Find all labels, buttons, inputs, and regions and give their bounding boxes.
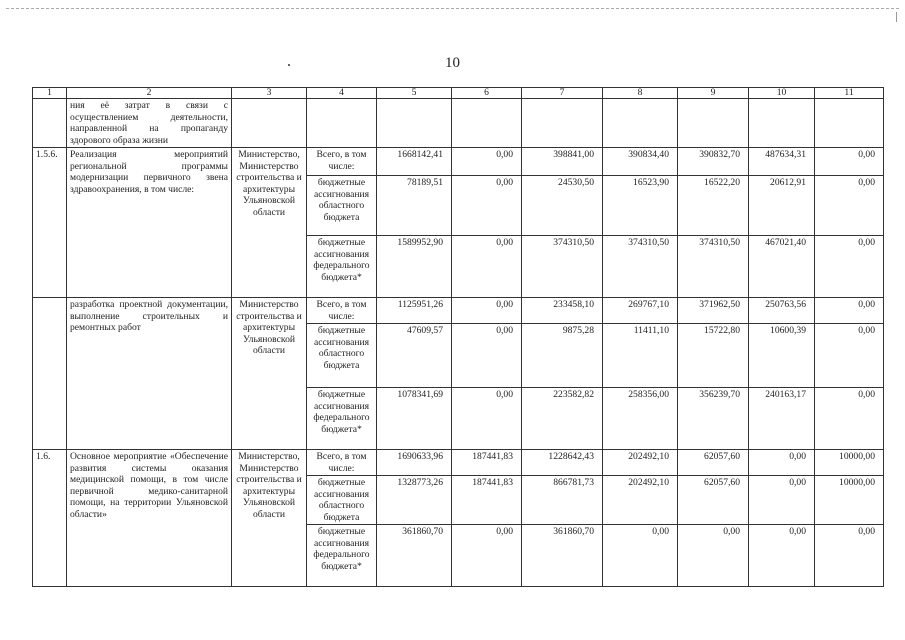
value-cell: 487634,31: [749, 148, 815, 176]
header-cell: 5: [377, 88, 452, 99]
value-cell: 0,00: [815, 176, 884, 236]
value-cell: 0,00: [749, 476, 815, 525]
value-cell: 24530,50: [522, 176, 603, 236]
funding-source: бюджетные ассигнования федерального бюджета*: [307, 388, 377, 450]
value-cell: 0,00: [815, 525, 884, 587]
value-cell: 0,00: [603, 525, 678, 587]
header-cell: 9: [678, 88, 749, 99]
value-cell: 0,00: [749, 450, 815, 476]
value-cell: 0,00: [452, 388, 522, 450]
value-cell: 0,00: [452, 525, 522, 587]
value-cell: 10000,00: [815, 450, 884, 476]
funding-source: Всего, в том числе:: [307, 298, 377, 324]
value-cell: 0,00: [815, 324, 884, 388]
value-cell: 0,00: [452, 324, 522, 388]
value-cell: 11411,10: [603, 324, 678, 388]
value-cell: 1125951,26: [377, 298, 452, 324]
value-cell: 0,00: [815, 236, 884, 298]
funding-source: Всего, в том числе:: [307, 148, 377, 176]
item-executor: Министерство, Министерство строительства и архитектуры Ульяновской области: [232, 148, 307, 298]
value-cell: 202492,10: [603, 450, 678, 476]
value-cell: 269767,10: [603, 298, 678, 324]
value-cell: 1589952,90: [377, 236, 452, 298]
value-cell: 0,00: [452, 236, 522, 298]
value-cell: 1228642,43: [522, 450, 603, 476]
value-cell: 62057,60: [678, 450, 749, 476]
header-cell: 11: [815, 88, 884, 99]
budget-table: [32, 87, 884, 587]
value-cell: 250763,56: [749, 298, 815, 324]
item-name: Реализация мероприятий региональной программы модернизации первичного звена здравоохранения, в том числе:: [67, 148, 232, 298]
table-row: [33, 298, 884, 324]
value-cell: 0,00: [815, 298, 884, 324]
value-cell: 361860,70: [377, 525, 452, 587]
value-cell: 0,00: [452, 176, 522, 236]
value-cell: 866781,73: [522, 476, 603, 525]
continuation-text: ния её затрат в связи с осуществлением деятельности, направленной на пропаганду здорового образа жизни: [67, 99, 232, 148]
table-row: [33, 450, 884, 476]
value-cell: 1328773,26: [377, 476, 452, 525]
funding-source: бюджетные ассигнования областного бюджета: [307, 476, 377, 525]
item-number: 1.5.6.: [33, 148, 67, 298]
header-cell: 7: [522, 88, 603, 99]
value-cell: 0,00: [452, 298, 522, 324]
value-cell: 374310,50: [603, 236, 678, 298]
value-cell: 0,00: [749, 525, 815, 587]
value-cell: 258356,00: [603, 388, 678, 450]
funding-source: бюджетные ассигнования федерального бюджета*: [307, 525, 377, 587]
item-executor: Министерство, Министерство строительства и архитектуры Ульяновской области: [232, 450, 307, 587]
value-cell: 0,00: [452, 148, 522, 176]
value-cell: 0,00: [678, 525, 749, 587]
item-name: разработка проектной документации, выполнение строительных и ремонтных работ: [67, 298, 232, 450]
value-cell: 16522,20: [678, 176, 749, 236]
value-cell: 371962,50: [678, 298, 749, 324]
value-cell: 202492,10: [603, 476, 678, 525]
value-cell: 1668142,41: [377, 148, 452, 176]
value-cell: 9875,28: [522, 324, 603, 388]
header-row: [33, 88, 884, 99]
header-cell: 1: [33, 88, 67, 99]
header-cell: 8: [603, 88, 678, 99]
value-cell: 10000,00: [815, 476, 884, 525]
header-cell: 4: [307, 88, 377, 99]
value-cell: 374310,50: [522, 236, 603, 298]
value-cell: 390832,70: [678, 148, 749, 176]
value-cell: 15722,80: [678, 324, 749, 388]
value-cell: 374310,50: [678, 236, 749, 298]
value-cell: 78189,51: [377, 176, 452, 236]
value-cell: 20612,91: [749, 176, 815, 236]
value-cell: 398841,00: [522, 148, 603, 176]
value-cell: 240163,17: [749, 388, 815, 450]
value-cell: 0,00: [815, 388, 884, 450]
value-cell: 187441,83: [452, 476, 522, 525]
value-cell: 356239,70: [678, 388, 749, 450]
item-executor: Министерство строительства и архитектуры Ульяновской области: [232, 298, 307, 450]
funding-source: Всего, в том числе:: [307, 450, 377, 476]
value-cell: 62057,60: [678, 476, 749, 525]
value-cell: 233458,10: [522, 298, 603, 324]
value-cell: 223582,82: [522, 388, 603, 450]
value-cell: 1078341,69: [377, 388, 452, 450]
header-cell: 2: [67, 88, 232, 99]
value-cell: 187441,83: [452, 450, 522, 476]
header-cell: 10: [749, 88, 815, 99]
funding-source: бюджетные ассигнования федерального бюджета*: [307, 236, 377, 298]
item-number: 1.6.: [33, 450, 67, 587]
value-cell: 16523,90: [603, 176, 678, 236]
value-cell: 467021,40: [749, 236, 815, 298]
header-cell: 6: [452, 88, 522, 99]
funding-source: бюджетные ассигнования областного бюджета: [307, 176, 377, 236]
header-cell: 3: [232, 88, 307, 99]
value-cell: 361860,70: [522, 525, 603, 587]
page-number: 10: [445, 55, 460, 71]
value-cell: 47609,57: [377, 324, 452, 388]
funding-source: бюджетные ассигнования областного бюджета: [307, 324, 377, 388]
scan-edge-line: [6, 8, 899, 9]
item-name: Основное мероприятие «Обеспечение развития системы оказания медицинской помощи, в том числе первичной медико-санитарной помощи, на территории Ульяновской области»: [67, 450, 232, 587]
value-cell: 1690633,96: [377, 450, 452, 476]
value-cell: 390834,40: [603, 148, 678, 176]
value-cell: 10600,39: [749, 324, 815, 388]
scan-edge-mark: [896, 12, 897, 22]
table-row: [33, 148, 884, 176]
value-cell: 0,00: [815, 148, 884, 176]
table-row: [33, 99, 884, 148]
